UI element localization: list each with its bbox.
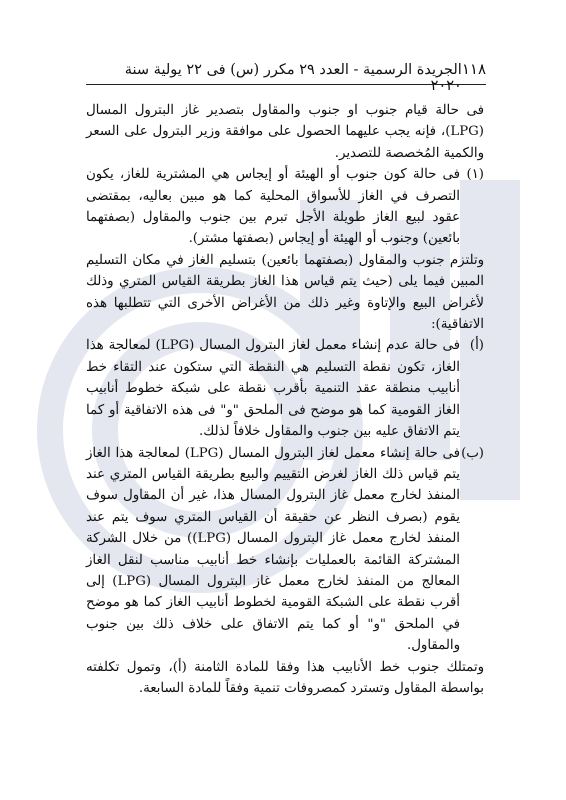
clause-a-label: (أ) bbox=[469, 338, 484, 354]
clause-b-text: فى حالة إنشاء معمل لغاز البترول المسال (LPG) لمعالجة هذا الغاز يتم قياس ذلك الغاز لغرض التقييم والبيع بطريقة القياس المتري عند المنفذ لخارج معمل غاز البترول المسال هذا، غير أن المقاول سوف يقوم (بصرف النظر عن حقيقة أن القياس المتري سوف يتم عند المنفذ لخارج معمل غاز البترول المسال (LPG)) من خلال الشركة المشتركة القائمة بالعمليات بإنشاء خط أنابيب مناسب لنقل الغاز المعالج من المنفذ لخارج معمل غاز البترول المسال (LPG) إلى أقرب نقطة على الشبكة القومية لخطوط أنابيب الغاز كما هو موضح في الملحق "و" أو كما يتم الاتفاق على خلاف ذلك بين جنوب والمقاول. bbox=[86, 445, 460, 654]
clause-a bbox=[86, 335, 484, 442]
gazette-issue-line: الجريدة الرسمية - العدد ٢٩ مكرر (س) فى ٢٢ يولية سنة ٢٠٢٠ bbox=[124, 62, 462, 94]
page-number: ١١٨ bbox=[461, 60, 486, 78]
document-body bbox=[86, 100, 484, 699]
paragraph-pipeline-ownership: وتمتلك جنوب خط الأنابيب هذا وفقا للمادة الثامنة (أ)، وتمول تكلفته بواسطة المقاول وتسترد كمصروفات تنمية وفقاً للمادة السابعة. bbox=[86, 659, 484, 696]
clause-1-number: (١) bbox=[466, 167, 484, 183]
clause-a-text: فى حالة عدم إنشاء معمل لغاز البترول المسال (LPG) لمعالجة هذا الغاز، تكون نقطة التسليم هي النقطة التي ستكون عند التقاء خط أنابيب منطقة عقد التنمية بأقرب نقطة على شبكة خطوط أنابيب الغاز القومية كما هو موضح فى الملحق "و" فى هذه الاتفاقية أو كما يتم الاتفاق عليه بين جنوب والمقاول خلافاً لذلك. bbox=[86, 338, 460, 440]
header-rule bbox=[86, 84, 486, 85]
clause-1-text: فى حالة كون جنوب أو الهيئة أو إيجاس هي المشترية للغاز، يكون التصرف في الغاز للأسواق المحلية كما هو مبين بعاليه، بمقتضى عقود لبيع الغاز طويلة الأجل تبرم بين جنوب والمقاول (بصفتهما بائعين) وجنوب أو الهيئة أو إيجاس (بصفتها مشتر). bbox=[86, 167, 460, 247]
clause-b bbox=[86, 443, 484, 657]
clause-1 bbox=[86, 164, 484, 250]
paragraph-delivery-obligation: وتلتزم جنوب والمقاول (بصفتهما بائعين) بتسليم الغاز في مكان التسليم المبين فيما يلى (حيث يتم قياس هذا الغاز بطريقة القياس المتري وذلك لأغراض البيع والإتاوة وغير ذلك من الأغراض الأخرى التي تتطلبها هذه الاتفاقية): bbox=[86, 252, 484, 333]
paragraph-lpg-export: فى حالة قيام جنوب او جنوب والمقاول بتصدير غاز البترول المسال (LPG)، فإنه يجب عليهما الحصول على موافقة وزير البترول على السعر والكمية المُخصصة للتصدير. bbox=[86, 103, 484, 161]
page-header bbox=[95, 60, 486, 94]
clause-b-label: (ب) bbox=[461, 445, 484, 461]
